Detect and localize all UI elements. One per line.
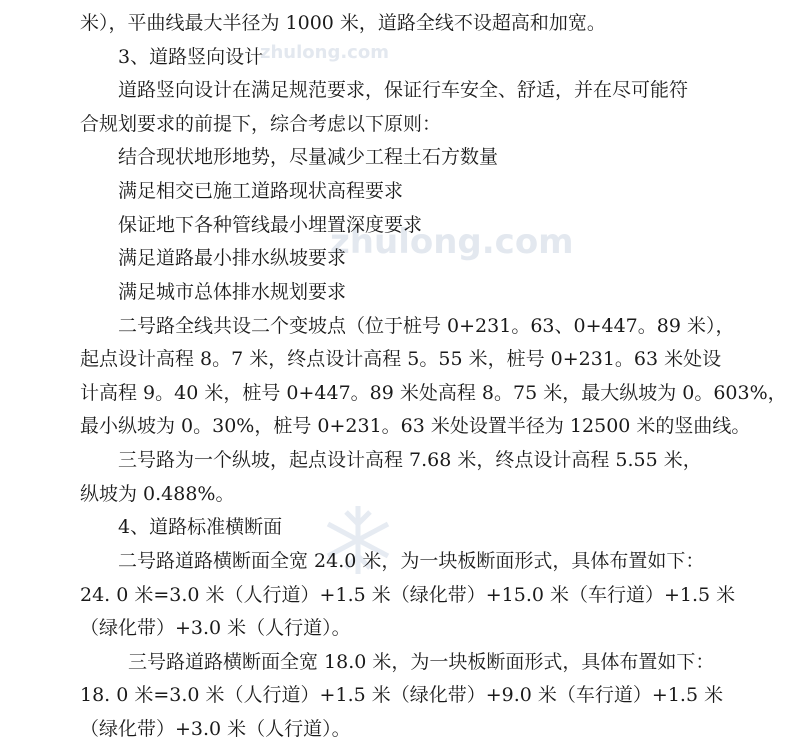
principle-item: 满足道路最小排水纵坡要求: [118, 247, 347, 269]
principle-item: 满足城市总体排水规划要求: [118, 281, 347, 303]
paragraph-line: （绿化带）+3.0 米（人行道）。: [80, 718, 351, 740]
paragraph-line: 三号路为一个纵坡，起点设计高程 7.68 米，终点设计高程 5.55 米，: [118, 449, 702, 471]
section-heading: 4、道路标准横断面: [118, 516, 283, 538]
paragraph-line: 18. 0 米=3.0 米（人行道）+1.5 米（绿化带）+9.0 米（车行道）+1.5 米: [80, 684, 724, 706]
paragraph-line: （绿化带）+3.0 米（人行道）。: [80, 617, 351, 639]
paragraph-line: 三号路道路横断面全宽 18.0 米，为一块板断面形式，具体布置如下：: [128, 651, 715, 673]
watermark-middle: zhulong.com: [330, 222, 574, 262]
paragraph-line: 24. 0 米=3.0 米（人行道）+1.5 米（绿化带）+15.0 米（车行道）+1.5 米: [80, 584, 736, 606]
text-line: 米），平曲线最大半径为 1000 米，道路全线不设超高和加宽。: [80, 12, 606, 34]
paragraph-line: 道路竖向设计在满足规范要求，保证行车安全、舒适，并在尽可能符: [118, 79, 689, 101]
paragraph-line: 合规划要求的前提下，综合考虑以下原则：: [80, 113, 442, 135]
paragraph-line: 最小纵坡为 0。30%，桩号 0+231。63 米处设置半径为 12500 米的竖曲线。: [80, 415, 751, 437]
principle-item: 满足相交已施工道路现状高程要求: [118, 180, 404, 202]
paragraph-line: 纵坡为 0.488%。: [80, 483, 235, 505]
principle-item: 结合现状地形地势，尽量减少工程土石方数量: [118, 146, 499, 168]
paragraph-line: 起点设计高程 8。7 米，终点设计高程 5。55 米，桩号 0+231。63 米处设: [80, 348, 722, 370]
section-heading: 3、道路竖向设计: [118, 46, 264, 68]
principle-item: 保证地下各种管线最小埋置深度要求: [118, 214, 423, 236]
paragraph-line: 二号路全线共设二个变坡点（位于桩号 0+231。63、0+447。89 米），: [118, 315, 735, 337]
watermark-top: zhulong.com: [260, 42, 389, 63]
paragraph-line: 计高程 9。40 米，桩号 0+447。89 米处高程 8。75 米，最大纵坡为 0。603%，: [80, 382, 787, 404]
paragraph-line: 二号路道路横断面全宽 24.0 米，为一块板断面形式，具体布置如下：: [118, 550, 705, 572]
